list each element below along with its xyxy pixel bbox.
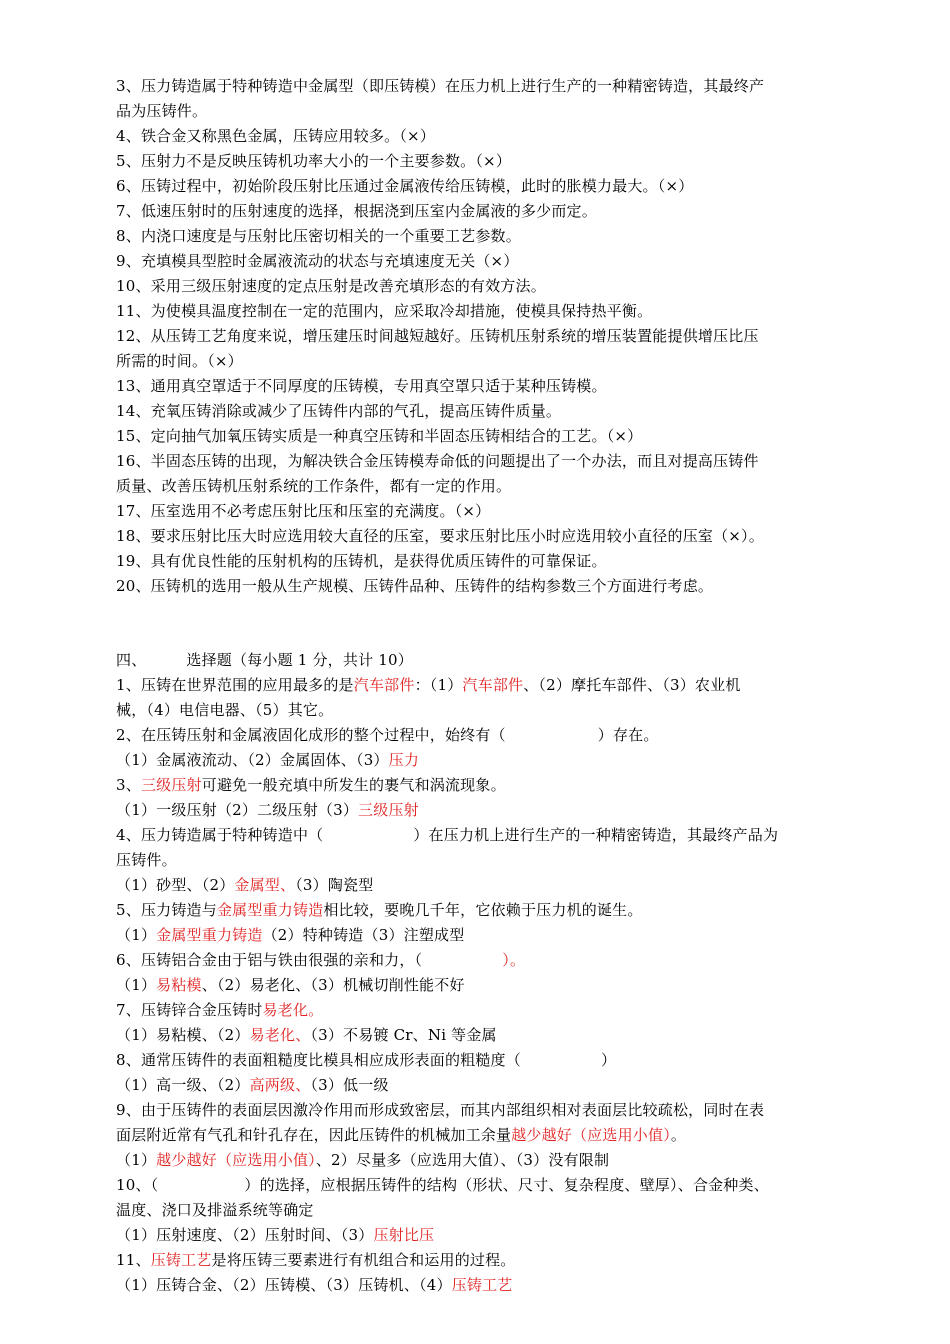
option-text: （1） [116, 926, 157, 944]
question-text: 6、压铸铝合金由于铝与铁由很强的亲和力，（ [116, 951, 423, 969]
answer-text: 三级压射 [358, 801, 419, 819]
question-5 [116, 898, 841, 923]
tf-line: 16、半固态压铸的出现，为解决铁合金压铸模寿命低的问题提出了一个办法，而且对提高压铸件 [116, 452, 759, 470]
answer-text: 越少越好（应选用小值） [511, 1126, 671, 1144]
option-text: （1） [116, 976, 157, 994]
question-text: 7、压铸锌合金压铸时 [116, 1001, 263, 1019]
question-9-cont [116, 1123, 841, 1148]
option-text: （1）金属液流动、（2）金属固体、（3） [116, 751, 389, 769]
question-text: 5、压力铸造与 [116, 901, 217, 919]
question-text: 4、压力铸造属于特种铸造中（ [116, 826, 324, 844]
question-text: 面层附近常有气孔和针孔存在，因此压铸件的机械加工余量 [116, 1126, 512, 1144]
question-text: 10、（ [116, 1176, 159, 1194]
question-text: 可避免一般充填中所发生的裹气和涡流现象。 [201, 776, 506, 794]
tf-line: 7、低速压射时的压射速度的选择，根据浇到压室内金属液的多少而定。 [116, 202, 597, 220]
answer-text: 压铸工艺 [150, 1251, 212, 1269]
question-8-options [116, 1073, 841, 1098]
section-title: 选择题（每小题 1 分，共计 10） [186, 651, 413, 669]
tf-line: 10、采用三级压射速度的定点压射是改善充填形态的有效方法。 [116, 277, 546, 295]
question-text: ） [600, 1051, 617, 1069]
option-text: （1）高一级、（2） [116, 1076, 250, 1094]
tf-line: 12、从压铸工艺角度来说，增压建压时间越短越好。压铸机压射系统的增压装置能提供增压比压 [116, 327, 759, 345]
option-text: （1）压铸合金、（2）压铸模、（3）压铸机、（4） [116, 1276, 452, 1294]
multiple-choice-section [116, 648, 841, 1298]
question-9-options [116, 1148, 841, 1173]
section-heading [116, 648, 841, 673]
question-text: ）在压力机上进行生产的一种精密铸造，其最终产品为 [413, 826, 779, 844]
true-false-section [116, 74, 841, 599]
option-text: （1）易粘模、（2） [116, 1026, 250, 1044]
question-2-options [116, 748, 841, 773]
answer-text: 高两级、 [249, 1076, 311, 1094]
option-text: （1）一级压射（2）二级压射（3） [116, 801, 359, 819]
question-11 [116, 1248, 841, 1273]
option-text: （1）砂型、（2） [116, 876, 235, 894]
question-text: 。 [670, 1126, 687, 1144]
answer-text: 金属型重力铸造 [156, 926, 263, 944]
question-text: ：（1） [414, 676, 463, 694]
question-4-cont: 压铸件。 [116, 851, 177, 869]
question-4-options [116, 873, 841, 898]
tf-line: 11、为使模具温度控制在一定的范围内，应采取冷却措施，使模具保持热平衡。 [116, 302, 653, 320]
tf-line: 4、铁合金又称黑色金属，压铸应用较多。（×） [116, 127, 436, 145]
question-3 [116, 773, 841, 798]
answer-text: 易粘模 [156, 976, 202, 994]
question-7-options [116, 1023, 841, 1048]
option-text: （1） [116, 1151, 157, 1169]
question-1-cont: 械，（4）电信电器、（5）其它。 [116, 701, 334, 719]
question-text: 2、在压铸压射和金属液固化成形的整个过程中，始终有（ [116, 726, 506, 744]
question-1 [116, 673, 841, 698]
tf-line: 质量、改善压铸机压射系统的工作条件，都有一定的作用。 [116, 477, 512, 495]
tf-line: 9、充填模具型腔时金属液流动的状态与充填速度无关（×） [116, 252, 519, 270]
option-text: （3）不易镀 Cr、Ni 等金属 [310, 1026, 497, 1044]
question-text: 、（2）摩托车部件、（3）农业机 [523, 676, 741, 694]
answer-text: ）。 [502, 951, 526, 969]
question-11-options [116, 1273, 841, 1298]
option-text: （3）低一级 [310, 1076, 389, 1094]
question-9: 9、由于压铸件的表面层因激冷作用而形成致密层，而其内部组织相对表面层比较疏松，同时在表 [116, 1101, 765, 1119]
question-10-options [116, 1223, 841, 1248]
answer-text: 压射比压 [373, 1226, 435, 1244]
option-text: （2）特种铸造（3）注塑成型 [262, 926, 465, 944]
question-text: ）存在。 [597, 726, 659, 744]
answer-text: 三级压射 [140, 776, 202, 794]
tf-line: 20、压铸机的选用一般从生产规模、压铸件品种、压铸件的结构参数三个方面进行考虑。 [116, 577, 714, 595]
tf-line: 13、通用真空罩适于不同厚度的压铸模，专用真空罩只适于某种压铸模。 [116, 377, 607, 395]
tf-line: 18、要求压射比压大时应选用较大直径的压室，要求压射比压小时应选用较小直径的压室（×）。 [116, 527, 764, 545]
tf-line: 5、压射力不是反映压铸机功率大小的一个主要参数。（×） [116, 152, 512, 170]
question-text: 是将压铸三要素进行有机组合和运用的过程。 [211, 1251, 516, 1269]
question-4 [116, 823, 841, 848]
tf-line: 8、内浇口速度是与压射比压密切相关的一个重要工艺参数。 [116, 227, 521, 245]
question-number: 3、 [116, 776, 141, 794]
question-text: 相比较，要晚几千年，它依赖于压力机的诞生。 [323, 901, 643, 919]
section-number: 四、 [116, 651, 147, 669]
tf-line: 6、压铸过程中，初始阶段压射比压通过金属液传给压铸模，此时的胀模力最大。（×） [116, 177, 694, 195]
answer-text: 金属型重力铸造 [216, 901, 324, 919]
question-text: ）的选择，应根据压铸件的结构（形状、尺寸、复杂程度、壁厚）、合金种类、 [244, 1176, 769, 1194]
question-2 [116, 723, 841, 748]
answer-text: 压铸工艺 [451, 1276, 513, 1294]
option-text: 、2）尽量多（应选用大值）、（3）没有限制 [315, 1151, 610, 1169]
tf-line: 19、具有优良性能的压射机构的压铸机，是获得优质压铸件的可靠保证。 [116, 552, 607, 570]
question-number: 11、 [116, 1251, 151, 1269]
answer-text: 压力 [388, 751, 420, 769]
tf-line: 品为压铸件。 [116, 102, 208, 120]
question-5-options [116, 923, 841, 948]
question-6-options [116, 973, 841, 998]
tf-line: 15、定向抽气加氧压铸实质是一种真空压铸和半固态压铸相结合的工艺。（×） [116, 427, 643, 445]
answer-text: 金属型、 [234, 876, 296, 894]
question-8 [116, 1048, 841, 1073]
answer-text: 易老化。 [262, 1001, 324, 1019]
answer-text: 汽车部件 [462, 676, 524, 694]
question-10-cont: 温度、浇口及排溢系统等确定 [116, 1201, 314, 1219]
tf-line: 14、充氧压铸消除或减少了压铸件内部的气孔，提高压铸件质量。 [116, 402, 562, 420]
answer-text: 易老化、 [249, 1026, 311, 1044]
tf-line: 3、压力铸造属于特种铸造中金属型（即压铸模）在压力机上进行生产的一种精密铸造，其最终产 [116, 77, 765, 95]
question-3-options [116, 798, 841, 823]
answer-text: 汽车部件 [353, 676, 415, 694]
question-7 [116, 998, 841, 1023]
tf-line: 17、压室选用不必考虑压射比压和压室的充满度。（×） [116, 502, 491, 520]
tf-line: 所需的时间。（×） [116, 352, 243, 370]
question-text: 1、压铸在世界范围的应用最多的是 [116, 676, 354, 694]
question-10 [116, 1173, 841, 1198]
question-6 [116, 948, 841, 973]
option-text: （1）压射速度、（2）压射时间、（3） [116, 1226, 374, 1244]
option-text: （3）陶瓷型 [295, 876, 374, 894]
question-text: 8、通常压铸件的表面粗糙度比模具相应成形表面的粗糙度（ [116, 1051, 521, 1069]
option-text: 、（2）易老化、（3）机械切削性能不好 [201, 976, 465, 994]
answer-text: 越少越好（应选用小值） [156, 1151, 316, 1169]
